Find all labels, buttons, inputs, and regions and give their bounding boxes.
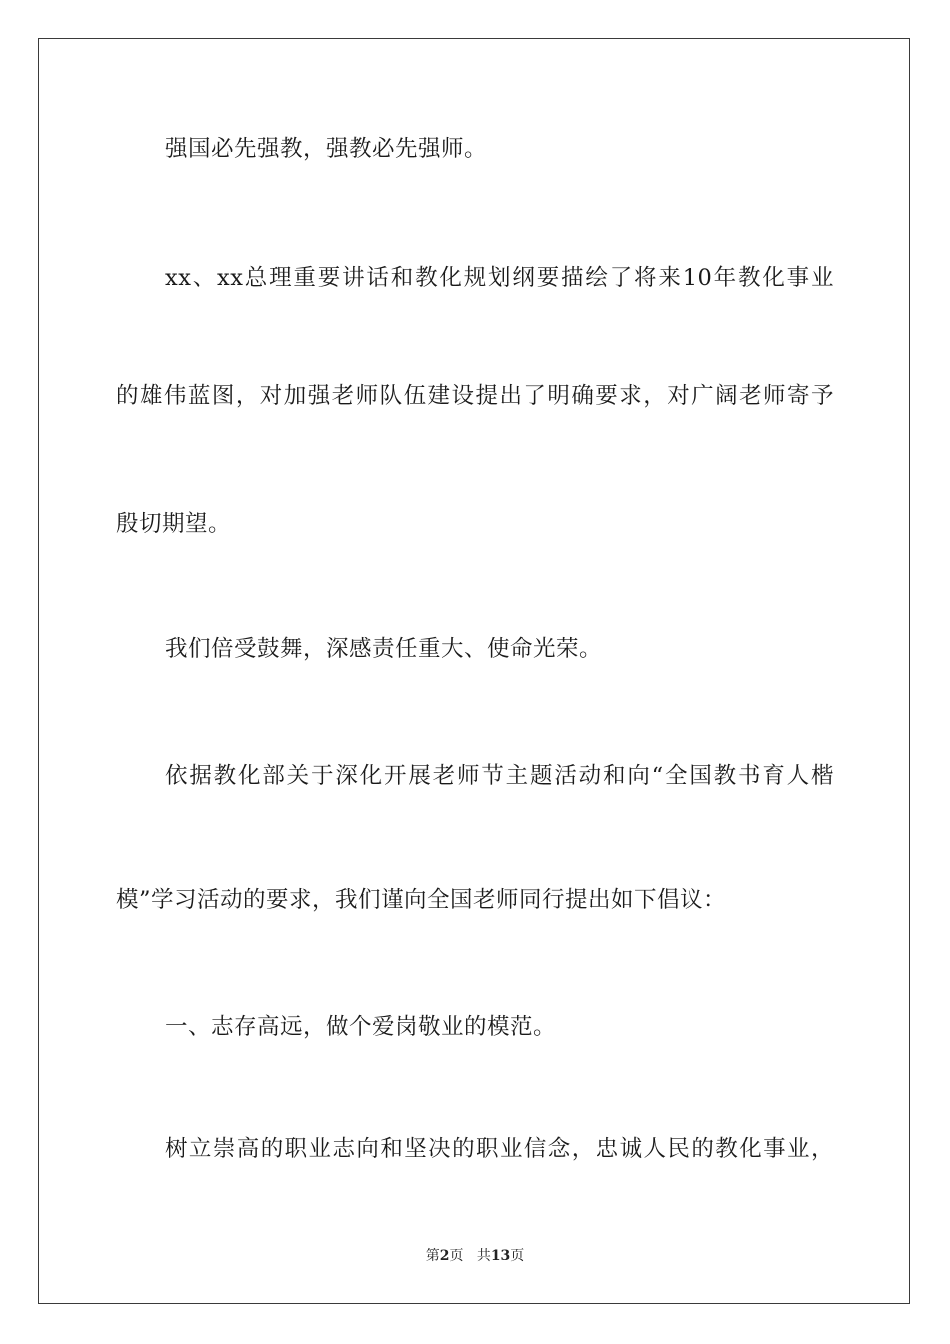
paragraph-line-3: 的雄伟蓝图，对加强老师队伍建设提出了明确要求，对广阔老师寄予 — [116, 383, 834, 409]
paragraph-line-7: 模”学习活动的要求，我们谨向全国老师同行提出如下倡议： — [116, 887, 727, 913]
paragraph-line-5: 我们倍受鼓舞，深感责任重大、使命光荣。 — [165, 636, 603, 662]
paragraph-line-1: 强国必先强教，强教必先强师。 — [165, 136, 488, 162]
footer-page-prefix: 第 — [425, 1248, 440, 1264]
page-footer — [0, 1246, 950, 1266]
page-border — [38, 38, 910, 1304]
paragraph-line-2: xx、xx总理重要讲话和教化规划纲要描绘了将来10年教化事业 — [165, 265, 834, 291]
paragraph-line-9: 树立崇高的职业志向和坚决的职业信念，忠诚人民的教化事业， — [165, 1136, 834, 1162]
footer-page-number: 2 — [439, 1248, 450, 1264]
paragraph-line-4: 殷切期望。 — [116, 511, 232, 537]
paragraph-line-6: 依据教化部关于深化开展老师节主题活动和向“全国教书育人楷 — [165, 763, 834, 789]
section-heading-line: 一、志存高远，做个爱岗敬业的模范。 — [165, 1014, 557, 1040]
footer-total-suffix: 页 — [510, 1248, 525, 1264]
footer-total-prefix: 共 — [476, 1248, 491, 1264]
footer-page-suffix: 页 — [449, 1248, 464, 1264]
footer-total-number: 13 — [490, 1248, 511, 1264]
